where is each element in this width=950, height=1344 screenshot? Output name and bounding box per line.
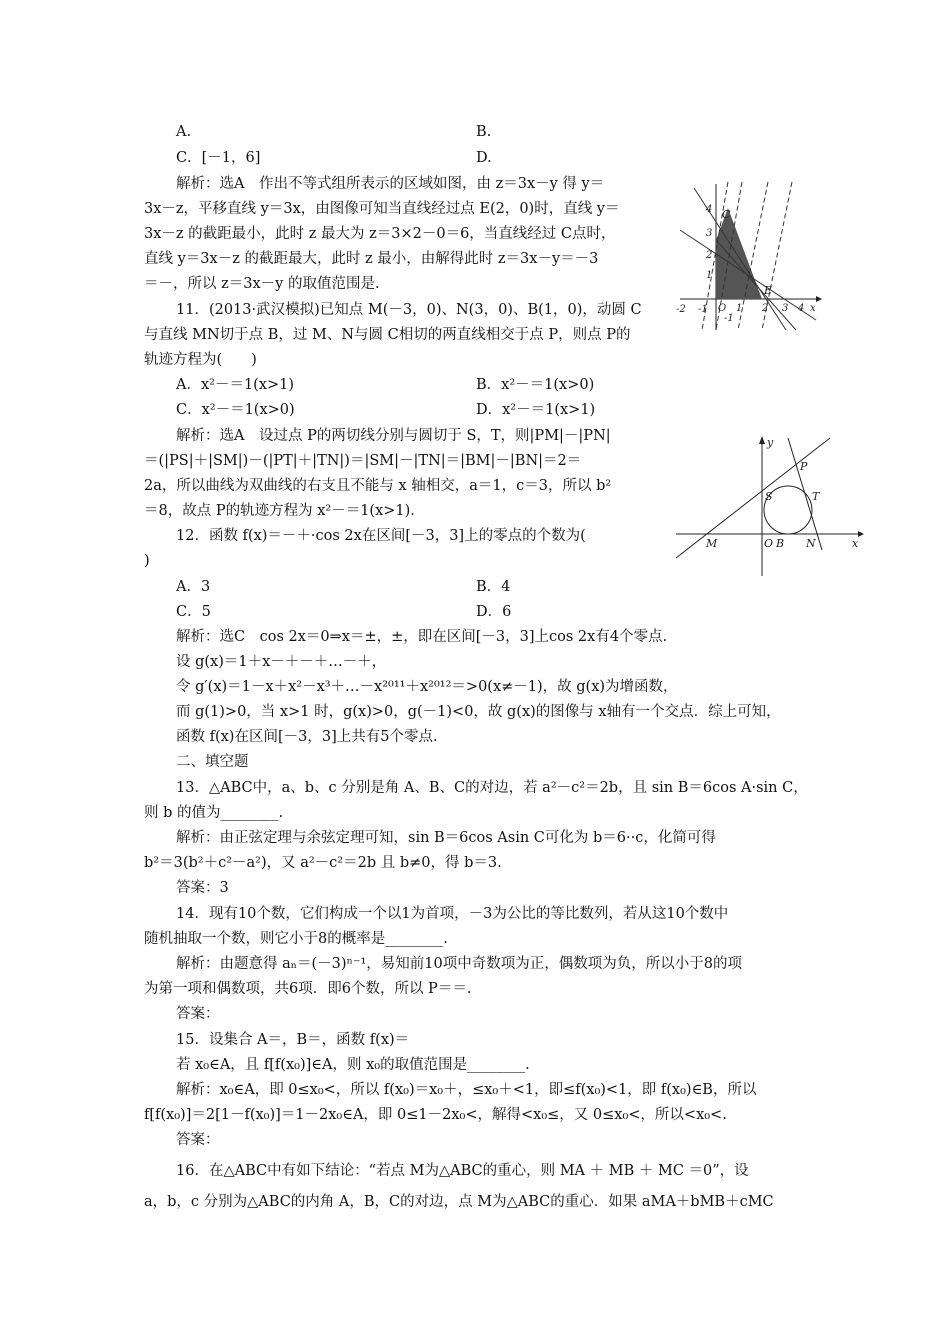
solution-text: 解析：选A 设过点 P的两切线分别与圆切于 S，T，则|PM|－|PN|: [176, 428, 611, 444]
tick-label: 1: [706, 270, 713, 281]
question-text: a，b，c 分别为△ABC的内角 A，B，C的对边，点 M为△ABC的重心．如果 aMA＋bMB＋cMC: [144, 1194, 774, 1210]
solution-text: 解析：x₀∈A，即 0≤x₀<，所以 f(x₀)＝x₀＋，≤x₀＋<1，即≤f(x₀)<1，即 f(x₀)∈B，所以: [176, 1082, 757, 1098]
solution-text: ＝(|PS|＋|SM|)－(|PT|＋|TN|)＝|SM|－|TN|＝|BM|－|BN|＝2＝: [144, 453, 582, 469]
answer: 答案：3: [176, 880, 229, 896]
answer: 答案：: [176, 1006, 220, 1022]
axis-label-x: x: [852, 537, 859, 550]
option-a: A．3: [176, 579, 211, 595]
question-12: 12．函数 f(x)＝－＋·cos 2x在区间[－3，3]上的零点的个数为(: [176, 528, 586, 544]
axis-label-y: y: [767, 436, 774, 449]
option-b: B．4: [476, 579, 511, 595]
solution-text: 解析：由正弦定理与余弦定理可知，sin B＝6cos Asin C可化为 b＝6··c，化简可得: [176, 830, 716, 846]
option-a: A．x²－＝1(x>1): [176, 377, 295, 393]
axis-label-x: x: [810, 303, 816, 314]
question-15: 15．设集合 A＝，B＝，函数 f(x)＝: [176, 1032, 410, 1048]
tick-label: 2: [706, 250, 713, 261]
hyperbola-tangent-figure: [672, 434, 868, 580]
option-d: D．x²－＝1(x>1): [476, 402, 596, 418]
solution-text: 3x－z 的截距最小，此时 z 最大为 z＝3×2－0＝6，当直线经过 C点时，: [144, 226, 616, 242]
tick-label: 3: [706, 228, 713, 239]
solution-text: 解析：选C cos 2x＝0⇒x＝±，±，即在区间[－3，3]上cos 2x有4个零点.: [176, 629, 668, 645]
solution-text: 2a，所以曲线为双曲线的右支且不能与 x 轴相交，a＝1，c＝3，所以 b²: [144, 478, 612, 494]
point-label-n: N: [806, 537, 816, 550]
point-label-m: M: [706, 537, 718, 550]
section-heading: 二、填空题: [176, 754, 249, 770]
option-a: A.: [176, 124, 192, 140]
solution-text: 直线 y＝3x－z 的截距最大，此时 z 最小，由解得此时 z＝3x－y＝－3: [144, 251, 599, 267]
solution-text: 令 g′(x)＝1－x＋x²－x³＋…－x²⁰¹¹＋x²⁰¹²＝>0(x≠－1)，故 g(x)为增函数，: [176, 679, 678, 695]
option-c: C．[－1，6]: [176, 150, 261, 166]
question-11: 11．(2013·武汉模拟)已知点 M(－3，0)、N(3，0)、B(1，0)，动圆 C: [176, 302, 642, 318]
solution-text: 解析：选A 作出不等式组所表示的区域如图，由 z＝3x－y 得 y＝: [176, 176, 605, 192]
question-text: ): [144, 553, 150, 569]
point-label-s: S: [765, 490, 773, 503]
solution-text: 解析：由题意得 aₙ＝(－3)ⁿ⁻¹，易知前10项中奇数项为正，偶数项为负，所以小于8的项: [176, 956, 742, 972]
origin-label: O: [718, 303, 727, 314]
solution-text: 设 g(x)＝1＋x－＋－＋…－＋，: [176, 654, 387, 670]
answer: 答案：: [176, 1132, 220, 1148]
tick-label: -1: [724, 313, 734, 324]
point-label-c: C: [722, 208, 731, 221]
question-text: 则 b 的值为________.: [144, 805, 284, 821]
solution-text: b²＝3(b²＋c²－a²)，又 a²－c²＝2b 且 b≠0，得 b＝3.: [144, 855, 502, 871]
question-13: 13．△ABC中，a、b、c 分别是角 A、B、C的对边，若 a²－c²＝2b，且 sin B＝6cos A·sin C，: [176, 780, 808, 796]
solution-text: 而 g(1)>0，当 x>1 时，g(x)>0，g(－1)<0，故 g(x)的图像与 x轴有一个交点．综上可知，: [176, 704, 781, 720]
solution-text: 为第一项和偶数项，共6项．即6个数，所以 P＝＝.: [144, 981, 472, 997]
option-b: B．x²－＝1(x>0): [476, 377, 595, 393]
tick-label: 2: [762, 303, 769, 314]
tick-label: -2: [676, 304, 686, 315]
tick-label: 4: [706, 204, 713, 215]
question-text: 随机抽取一个数，则它小于8的概率是________.: [144, 931, 448, 947]
question-14: 14．现有10个数，它们构成一个以1为首项，－3为公比的等比数列，若从这10个数中: [176, 906, 729, 922]
question-text: 若 x₀∈A，且 f[f(x₀)]∈A，则 x₀的取值范围是________.: [176, 1057, 530, 1073]
tick-label: -1: [698, 304, 708, 315]
option-c: C．5: [176, 604, 211, 620]
point-label-b: B: [776, 537, 785, 550]
option-b: B.: [476, 124, 492, 140]
solution-text: ＝8，故点 P的轨迹方程为 x²－＝1(x>1)．: [144, 503, 425, 519]
solution-text: ＝－，所以 z＝3x－y 的取值范围是.: [144, 276, 380, 292]
point-label-p: P: [800, 460, 808, 473]
tick-label: 1: [736, 303, 743, 314]
question-text: 轨迹方程为( ): [144, 352, 257, 368]
question-16: 16．在△ABC中有如下结论：“若点 M为△ABC的重心，则 MA ＋ MB ＋ MC ＝0”，设: [176, 1163, 749, 1179]
solution-text: f[f(x₀)]＝2[1－f(x₀)]＝1－2x₀∈A，即 0≤1－2x₀<，解得<x₀≤，又 0≤x₀<，所以<x₀<.: [144, 1107, 727, 1123]
solution-text: 函数 f(x)在区间[－3，3]上共有5个零点.: [176, 729, 438, 745]
option-d: D.: [476, 150, 492, 166]
solution-text: 3x－z，平移直线 y＝3x，由图像可知当直线经过点 E(2，0)时，直线 y＝: [144, 201, 620, 217]
feasible-region: [716, 208, 762, 299]
point-label-e: E: [764, 284, 773, 297]
point-label-t: T: [812, 490, 820, 503]
tick-label: 4: [798, 303, 805, 314]
tick-label: 3: [782, 303, 789, 314]
x-axis-arrow: [858, 531, 864, 537]
y-axis-arrow: [759, 436, 765, 444]
option-c: C．x²－＝1(x>0): [176, 402, 295, 418]
origin-label: O: [764, 537, 774, 550]
region-graph-figure: [676, 180, 824, 336]
option-d: D．6: [476, 604, 512, 620]
x-axis-arrow: [816, 296, 822, 302]
question-text: 与直线 MN切于点 B，过 M、N与圆 C相切的两直线相交于点 P，则点 P的: [144, 327, 631, 343]
